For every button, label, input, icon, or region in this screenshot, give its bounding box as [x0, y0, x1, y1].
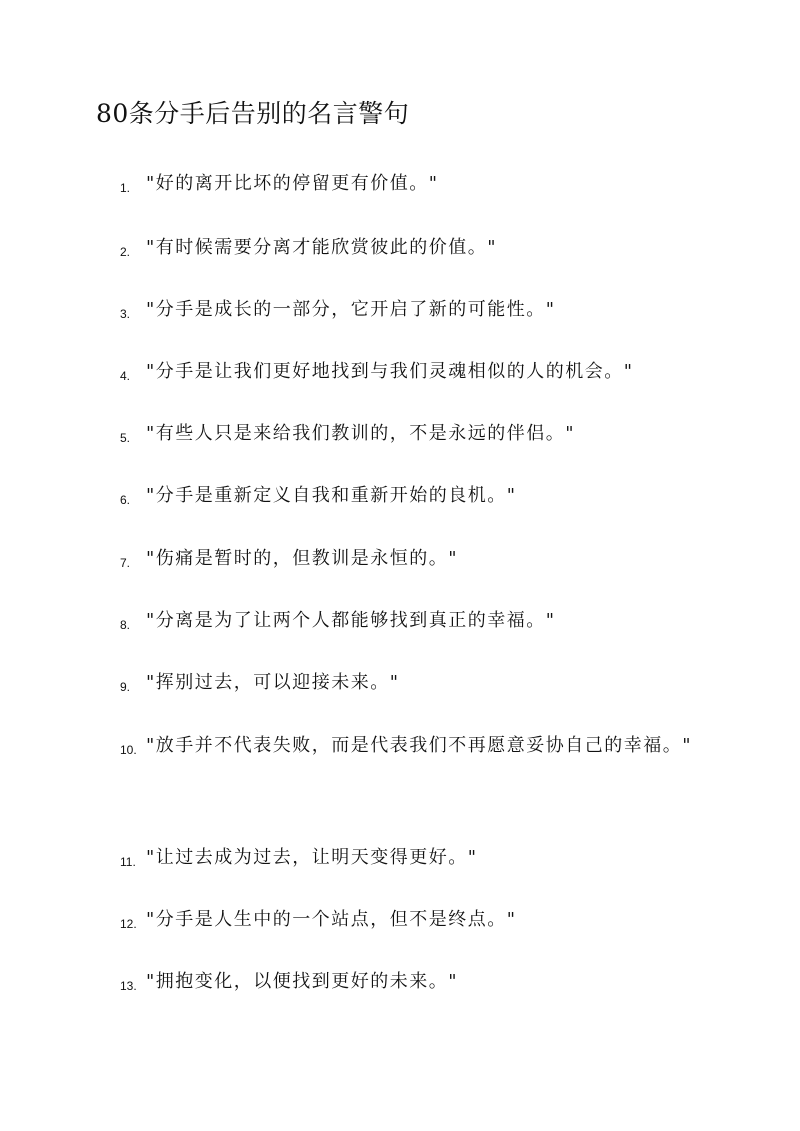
quote-text: "分手是人生中的一个站点，但不是终点。"	[146, 909, 517, 930]
quote-number: 4.	[120, 369, 131, 383]
page-title: 80条分手后告别的名言警句	[96, 99, 410, 128]
quote-number: 10.	[120, 743, 137, 757]
quote-text: "挥别过去，可以迎接未来。"	[146, 672, 400, 693]
quote-number: 13.	[120, 979, 137, 993]
quote-text: "有时候需要分离才能欣赏彼此的价值。"	[146, 237, 498, 258]
quote-text: "分离是为了让两个人都能够找到真正的幸福。"	[146, 610, 556, 631]
quote-text: "放手并不代表失败，而是代表我们不再愿意妥协自己的幸福。"	[146, 735, 693, 756]
quote-number: 3.	[120, 307, 131, 321]
quote-number: 8.	[120, 618, 131, 632]
quote-text: "让过去成为过去，让明天变得更好。"	[146, 847, 478, 868]
quote-text: "好的离开比坏的停留更有价值。"	[146, 173, 439, 194]
quote-text: "分手是重新定义自我和重新开始的良机。"	[146, 485, 517, 506]
quote-number: 11.	[120, 855, 136, 869]
quote-number: 5.	[120, 431, 131, 445]
quote-text: "伤痛是暂时的，但教训是永恒的。"	[146, 548, 459, 569]
quote-number: 9.	[120, 680, 131, 694]
quote-number: 1.	[120, 181, 131, 195]
quote-number: 7.	[120, 556, 131, 570]
quote-text: "分手是成长的一部分，它开启了新的可能性。"	[146, 299, 556, 320]
quote-number: 2.	[120, 245, 131, 259]
quote-text: "分手是让我们更好地找到与我们灵魂相似的人的机会。"	[146, 361, 634, 382]
quote-text: "有些人只是来给我们教训的，不是永远的伴侣。"	[146, 423, 576, 444]
quote-number: 6.	[120, 493, 131, 507]
quote-number: 12.	[120, 917, 137, 931]
quote-text: "拥抱变化，以便找到更好的未来。"	[146, 971, 459, 992]
